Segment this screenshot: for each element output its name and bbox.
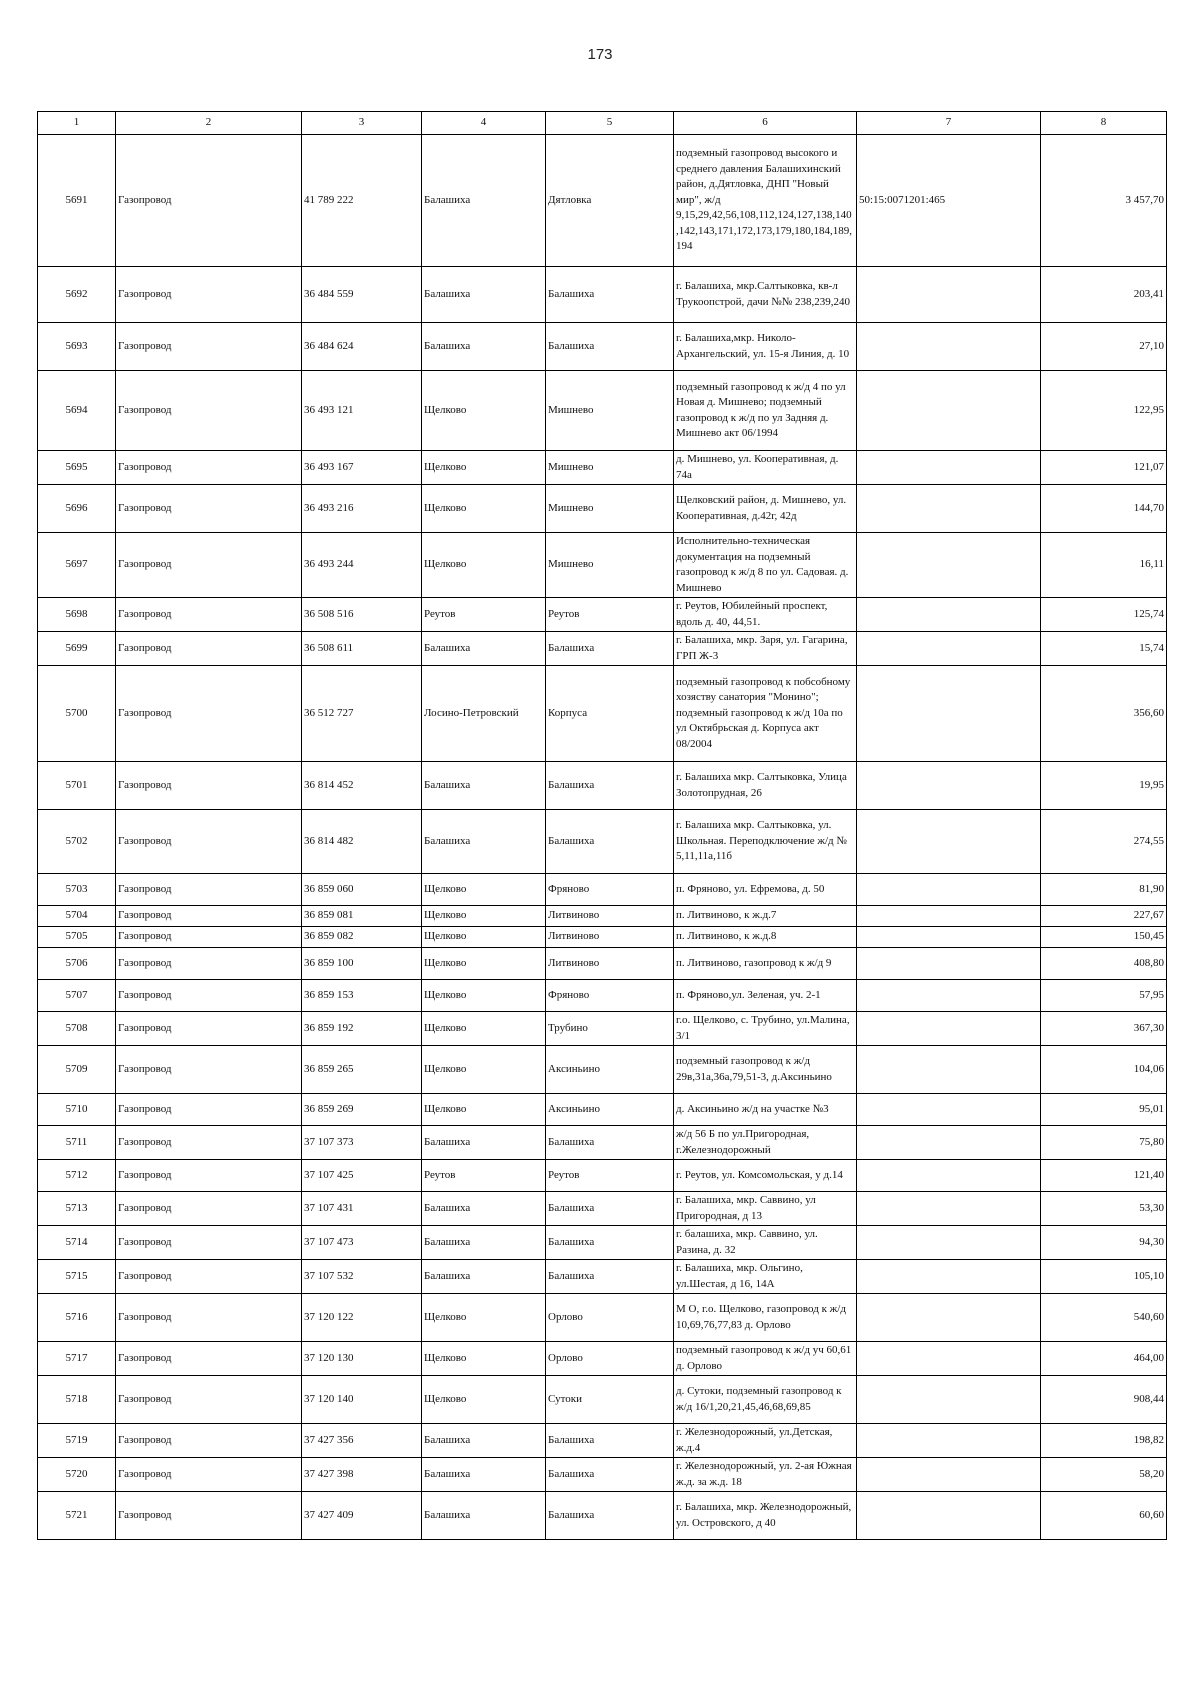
district: Щелково: [422, 927, 546, 948]
inventory-number: 36 512 727: [302, 666, 422, 762]
locality: Мишнево: [546, 485, 674, 533]
row-number: 5701: [38, 762, 116, 810]
address: подземный газопровод высокого и среднего давления Балашихинский район, д.Дятловка, ДНП "Новый мир", ж/д 9,15,29,42,56,108,112,124,127,138,140,142,143,171,172,173,179,180,184,189,194: [674, 135, 857, 267]
locality: Литвиново: [546, 927, 674, 948]
row-number: 5711: [38, 1126, 116, 1160]
address: п. Литвиново, к ж.д.7: [674, 906, 857, 927]
table-row: [38, 948, 1167, 980]
address: г. Реутов, Юбилейный проспект, вдоль д. 40, 44,51.: [674, 598, 857, 632]
column-header: 1: [38, 112, 116, 135]
locality: Мишнево: [546, 371, 674, 451]
address: п. Литвиново, к ж.д.8: [674, 927, 857, 948]
address: г. Балашиха мкр. Салтыковка, Улица Золотопрудная, 26: [674, 762, 857, 810]
inventory-number: 37 107 425: [302, 1160, 422, 1192]
length-value: 81,90: [1041, 874, 1167, 906]
object-name: Газопровод: [116, 1160, 302, 1192]
column-header: 3: [302, 112, 422, 135]
row-number: 5694: [38, 371, 116, 451]
cadastral-number: [857, 323, 1041, 371]
table-row: [38, 1094, 1167, 1126]
locality: Реутов: [546, 1160, 674, 1192]
cadastral-number: [857, 1294, 1041, 1342]
cadastral-number: [857, 451, 1041, 485]
row-number: 5714: [38, 1226, 116, 1260]
table-row: [38, 323, 1167, 371]
length-value: 125,74: [1041, 598, 1167, 632]
cadastral-number: [857, 980, 1041, 1012]
row-number: 5709: [38, 1046, 116, 1094]
row-number: 5699: [38, 632, 116, 666]
table-row: [38, 1226, 1167, 1260]
cadastral-number: [857, 1342, 1041, 1376]
row-number: 5695: [38, 451, 116, 485]
address: п. Фряново,ул. Зеленая, уч. 2-1: [674, 980, 857, 1012]
object-name: Газопровод: [116, 906, 302, 927]
row-number: 5700: [38, 666, 116, 762]
table-row: [38, 810, 1167, 874]
inventory-number: 36 484 624: [302, 323, 422, 371]
length-value: 408,80: [1041, 948, 1167, 980]
inventory-number: 36 859 100: [302, 948, 422, 980]
inventory-number: 37 120 140: [302, 1376, 422, 1424]
object-name: Газопровод: [116, 485, 302, 533]
inventory-number: 37 107 532: [302, 1260, 422, 1294]
address: ж/д 56 Б по ул.Пригородная, г.Железнодорожный: [674, 1126, 857, 1160]
address: п. Литвиново, газопровод к ж/д 9: [674, 948, 857, 980]
district: Щелково: [422, 451, 546, 485]
cadastral-number: [857, 632, 1041, 666]
object-name: Газопровод: [116, 666, 302, 762]
cadastral-number: [857, 762, 1041, 810]
object-name: Газопровод: [116, 1342, 302, 1376]
column-header: 8: [1041, 112, 1167, 135]
locality: Балашиха: [546, 1192, 674, 1226]
object-name: Газопровод: [116, 632, 302, 666]
length-value: 57,95: [1041, 980, 1167, 1012]
address: г. Балашиха, мкр. Ольгино, ул.Шестая, д 16, 14А: [674, 1260, 857, 1294]
length-value: 367,30: [1041, 1012, 1167, 1046]
inventory-number: 36 814 482: [302, 810, 422, 874]
address: г. Реутов, ул. Комсомольская, у д.14: [674, 1160, 857, 1192]
inventory-number: 36 859 153: [302, 980, 422, 1012]
row-number: 5698: [38, 598, 116, 632]
table-row: [38, 1342, 1167, 1376]
district: Щелково: [422, 874, 546, 906]
cadastral-number: [857, 1226, 1041, 1260]
district: Реутов: [422, 1160, 546, 1192]
row-number: 5691: [38, 135, 116, 267]
table-row: [38, 1160, 1167, 1192]
locality: Аксиньино: [546, 1046, 674, 1094]
address: г. Железнодорожный, ул.Детская, ж.д.4: [674, 1424, 857, 1458]
locality: Мишнево: [546, 533, 674, 598]
inventory-number: 36 859 269: [302, 1094, 422, 1126]
district: Щелково: [422, 371, 546, 451]
locality: Балашиха: [546, 1458, 674, 1492]
length-value: 203,41: [1041, 267, 1167, 323]
table-row: [38, 632, 1167, 666]
length-value: 58,20: [1041, 1458, 1167, 1492]
row-number: 5713: [38, 1192, 116, 1226]
address: Исполнительно-техническая документация на подземный газопровод к ж/д 8 по ул. Садовая. д. Мишнево: [674, 533, 857, 598]
table-row: [38, 906, 1167, 927]
length-value: 75,80: [1041, 1126, 1167, 1160]
locality: Балашиха: [546, 632, 674, 666]
table-row: [38, 927, 1167, 948]
inventory-number: 37 107 373: [302, 1126, 422, 1160]
length-value: 104,06: [1041, 1046, 1167, 1094]
object-name: Газопровод: [116, 1012, 302, 1046]
locality: Реутов: [546, 598, 674, 632]
table-row: [38, 1012, 1167, 1046]
table-row: [38, 371, 1167, 451]
district: Балашиха: [422, 267, 546, 323]
district: Щелково: [422, 1046, 546, 1094]
cadastral-number: [857, 874, 1041, 906]
column-header: 5: [546, 112, 674, 135]
district: Щелково: [422, 533, 546, 598]
row-number: 5692: [38, 267, 116, 323]
district: Щелково: [422, 1012, 546, 1046]
locality: Балашиха: [546, 762, 674, 810]
object-name: Газопровод: [116, 980, 302, 1012]
district: Балашиха: [422, 1424, 546, 1458]
row-number: 5703: [38, 874, 116, 906]
address: подземный газопровод к ж/д уч 60,61 д. Орлово: [674, 1342, 857, 1376]
locality: Сутоки: [546, 1376, 674, 1424]
table-row: [38, 762, 1167, 810]
column-header: 7: [857, 112, 1041, 135]
inventory-number: 37 107 473: [302, 1226, 422, 1260]
inventory-number: 36 859 060: [302, 874, 422, 906]
object-name: Газопровод: [116, 1458, 302, 1492]
object-name: Газопровод: [116, 1192, 302, 1226]
locality: Дятловка: [546, 135, 674, 267]
length-value: 356,60: [1041, 666, 1167, 762]
row-number: 5717: [38, 1342, 116, 1376]
inventory-number: 37 120 122: [302, 1294, 422, 1342]
table-row: [38, 1126, 1167, 1160]
table-row: [38, 1294, 1167, 1342]
row-number: 5715: [38, 1260, 116, 1294]
address: подземный газопровод к побсобному хозяству санатория "Монино"; подземный газопровод к ж/д 10а по ул Октябрьская д. Корпуса акт 08/2004: [674, 666, 857, 762]
object-name: Газопровод: [116, 948, 302, 980]
cadastral-number: [857, 927, 1041, 948]
table-row: [38, 1260, 1167, 1294]
row-number: 5697: [38, 533, 116, 598]
district: Балашиха: [422, 135, 546, 267]
district: Балашиха: [422, 632, 546, 666]
address: Щелковский район, д. Мишнево, ул. Кооперативная, д.42г, 42д: [674, 485, 857, 533]
length-value: 150,45: [1041, 927, 1167, 948]
object-name: Газопровод: [116, 874, 302, 906]
cadastral-number: [857, 598, 1041, 632]
length-value: 16,11: [1041, 533, 1167, 598]
length-value: 105,10: [1041, 1260, 1167, 1294]
column-header: 2: [116, 112, 302, 135]
table-row: [38, 533, 1167, 598]
locality: Аксиньино: [546, 1094, 674, 1126]
inventory-number: 36 814 452: [302, 762, 422, 810]
locality: Фряново: [546, 980, 674, 1012]
row-number: 5696: [38, 485, 116, 533]
object-name: Газопровод: [116, 1046, 302, 1094]
cadastral-number: [857, 1012, 1041, 1046]
cadastral-number: [857, 485, 1041, 533]
district: Щелково: [422, 1294, 546, 1342]
row-number: 5704: [38, 906, 116, 927]
row-number: 5721: [38, 1492, 116, 1540]
district: Щелково: [422, 948, 546, 980]
table-row: [38, 135, 1167, 267]
district: Балашиха: [422, 1492, 546, 1540]
cadastral-number: [857, 1126, 1041, 1160]
address: д. Аксиньино ж/д на участке №3: [674, 1094, 857, 1126]
inventory-number: 36 493 216: [302, 485, 422, 533]
address: г. Балашиха, мкр.Салтыковка, кв-л Трукоопстрой, дачи №№ 238,239,240: [674, 267, 857, 323]
locality: Мишнево: [546, 451, 674, 485]
address: г. Железнодорожный, ул. 2-ая Южная ж.д. за ж.д. 18: [674, 1458, 857, 1492]
inventory-number: 36 859 192: [302, 1012, 422, 1046]
locality: Балашиха: [546, 1126, 674, 1160]
address: д. Мишнево, ул. Кооперативная, д. 74а: [674, 451, 857, 485]
cadastral-number: [857, 371, 1041, 451]
object-name: Газопровод: [116, 598, 302, 632]
district: Балашиха: [422, 1458, 546, 1492]
locality: Балашиха: [546, 1492, 674, 1540]
inventory-number: 37 120 130: [302, 1342, 422, 1376]
length-value: 95,01: [1041, 1094, 1167, 1126]
inventory-number: 36 484 559: [302, 267, 422, 323]
object-name: Газопровод: [116, 267, 302, 323]
row-number: 5720: [38, 1458, 116, 1492]
address: г. Балашиха, мкр. Саввино, ул Пригородная, д 13: [674, 1192, 857, 1226]
district: Щелково: [422, 1376, 546, 1424]
district: Реутов: [422, 598, 546, 632]
length-value: 144,70: [1041, 485, 1167, 533]
row-number: 5708: [38, 1012, 116, 1046]
object-name: Газопровод: [116, 1294, 302, 1342]
length-value: 94,30: [1041, 1226, 1167, 1260]
length-value: 464,00: [1041, 1342, 1167, 1376]
district: Балашиха: [422, 1126, 546, 1160]
district: Балашиха: [422, 1226, 546, 1260]
object-name: Газопровод: [116, 927, 302, 948]
locality: Фряново: [546, 874, 674, 906]
row-number: 5718: [38, 1376, 116, 1424]
object-name: Газопровод: [116, 1424, 302, 1458]
district: Балашиха: [422, 1260, 546, 1294]
table-row: [38, 451, 1167, 485]
table-row: [38, 485, 1167, 533]
length-value: 274,55: [1041, 810, 1167, 874]
inventory-number: 36 859 265: [302, 1046, 422, 1094]
inventory-number: 36 493 167: [302, 451, 422, 485]
district: Балашиха: [422, 762, 546, 810]
object-name: Газопровод: [116, 1126, 302, 1160]
cadastral-number: [857, 810, 1041, 874]
row-number: 5706: [38, 948, 116, 980]
inventory-number: 36 508 516: [302, 598, 422, 632]
object-name: Газопровод: [116, 1260, 302, 1294]
table-row: [38, 1492, 1167, 1540]
locality: Литвиново: [546, 948, 674, 980]
cadastral-number: [857, 1458, 1041, 1492]
length-value: 27,10: [1041, 323, 1167, 371]
table-row: [38, 267, 1167, 323]
cadastral-number: [857, 1260, 1041, 1294]
district: Щелково: [422, 1094, 546, 1126]
cadastral-number: [857, 1192, 1041, 1226]
length-value: 15,74: [1041, 632, 1167, 666]
inventory-number: 36 508 611: [302, 632, 422, 666]
address: п. Фряново, ул. Ефремова, д. 50: [674, 874, 857, 906]
locality: Балашиха: [546, 810, 674, 874]
district: Лосино-Петровский: [422, 666, 546, 762]
row-number: 5693: [38, 323, 116, 371]
cadastral-number: [857, 533, 1041, 598]
locality: Балашиха: [546, 1424, 674, 1458]
object-name: Газопровод: [116, 1492, 302, 1540]
table-row: [38, 980, 1167, 1012]
district: Щелково: [422, 906, 546, 927]
row-number: 5712: [38, 1160, 116, 1192]
length-value: 60,60: [1041, 1492, 1167, 1540]
district: Балашиха: [422, 323, 546, 371]
address: г. Балашиха, мкр. Заря, ул. Гагарина, ГРП Ж-3: [674, 632, 857, 666]
row-number: 5716: [38, 1294, 116, 1342]
table-row: [38, 666, 1167, 762]
cadastral-number: 50:15:0071201:465: [857, 135, 1041, 267]
length-value: 19,95: [1041, 762, 1167, 810]
address: М О, г.о. Щелково, газопровод к ж/д 10,69,76,77,83 д. Орлово: [674, 1294, 857, 1342]
address: д. Сутоки, подземный газопровод к ж/д 16/1,20,21,45,46,68,69,85: [674, 1376, 857, 1424]
locality: Орлово: [546, 1342, 674, 1376]
locality: Балашиха: [546, 1260, 674, 1294]
inventory-number: 37 427 398: [302, 1458, 422, 1492]
cadastral-number: [857, 906, 1041, 927]
inventory-number: 37 107 431: [302, 1192, 422, 1226]
length-value: 198,82: [1041, 1424, 1167, 1458]
table-row: [38, 1192, 1167, 1226]
address: г. Балашиха, мкр. Железнодорожный, ул. Островского, д 40: [674, 1492, 857, 1540]
object-name: Газопровод: [116, 135, 302, 267]
page-number: 173: [587, 46, 613, 63]
table-row: [38, 874, 1167, 906]
address: г.о. Щелково, с. Трубино, ул.Малина, 3/1: [674, 1012, 857, 1046]
object-name: Газопровод: [116, 1094, 302, 1126]
inventory-number: 36 859 081: [302, 906, 422, 927]
object-name: Газопровод: [116, 1376, 302, 1424]
cadastral-number: [857, 948, 1041, 980]
table-row: [38, 1424, 1167, 1458]
length-value: 122,95: [1041, 371, 1167, 451]
cadastral-number: [857, 1046, 1041, 1094]
row-number: 5702: [38, 810, 116, 874]
length-value: 53,30: [1041, 1192, 1167, 1226]
table-row: [38, 1046, 1167, 1094]
district: Балашиха: [422, 810, 546, 874]
locality: Балашиха: [546, 323, 674, 371]
address: г. балашиха, мкр. Саввино, ул. Разина, д. 32: [674, 1226, 857, 1260]
length-value: 908,44: [1041, 1376, 1167, 1424]
table-header-row: [38, 112, 1167, 135]
row-number: 5705: [38, 927, 116, 948]
locality: Балашиха: [546, 1226, 674, 1260]
locality: Литвиново: [546, 906, 674, 927]
object-name: Газопровод: [116, 762, 302, 810]
cadastral-number: [857, 1094, 1041, 1126]
row-number: 5710: [38, 1094, 116, 1126]
table-row: [38, 1376, 1167, 1424]
cadastral-number: [857, 1424, 1041, 1458]
district: Щелково: [422, 485, 546, 533]
length-value: 121,07: [1041, 451, 1167, 485]
inventory-number: 36 493 121: [302, 371, 422, 451]
table-row: [38, 598, 1167, 632]
object-name: Газопровод: [116, 810, 302, 874]
cadastral-number: [857, 1160, 1041, 1192]
length-value: 227,67: [1041, 906, 1167, 927]
row-number: 5707: [38, 980, 116, 1012]
object-name: Газопровод: [116, 371, 302, 451]
district: Щелково: [422, 1342, 546, 1376]
inventory-number: 37 427 356: [302, 1424, 422, 1458]
locality: Орлово: [546, 1294, 674, 1342]
object-name: Газопровод: [116, 533, 302, 598]
cadastral-number: [857, 666, 1041, 762]
district: Щелково: [422, 980, 546, 1012]
address: подземный газопровод к ж/д 4 по ул Новая д. Мишнево; подземный газопровод к ж/д по ул Задняя д. Мишнево акт 06/1994: [674, 371, 857, 451]
cadastral-number: [857, 1376, 1041, 1424]
address: г. Балашиха,мкр. Николо-Архангельский, ул. 15-я Линия, д. 10: [674, 323, 857, 371]
cadastral-number: [857, 267, 1041, 323]
table-row: [38, 1458, 1167, 1492]
object-name: Газопровод: [116, 323, 302, 371]
inventory-number: 36 859 082: [302, 927, 422, 948]
row-number: 5719: [38, 1424, 116, 1458]
locality: Корпуса: [546, 666, 674, 762]
length-value: 121,40: [1041, 1160, 1167, 1192]
registry-table: [37, 111, 1167, 1540]
object-name: Газопровод: [116, 1226, 302, 1260]
district: Балашиха: [422, 1192, 546, 1226]
address: г. Балашиха мкр. Салтыковка, ул. Школьная. Переподключение ж/д № 5,11,11а,11б: [674, 810, 857, 874]
cadastral-number: [857, 1492, 1041, 1540]
address: подземный газопровод к ж/д 29в,31а,36а,79,51-3, д.Аксиньино: [674, 1046, 857, 1094]
length-value: 540,60: [1041, 1294, 1167, 1342]
column-header: 6: [674, 112, 857, 135]
locality: Балашиха: [546, 267, 674, 323]
inventory-number: 41 789 222: [302, 135, 422, 267]
inventory-number: 37 427 409: [302, 1492, 422, 1540]
column-header: 4: [422, 112, 546, 135]
length-value: 3 457,70: [1041, 135, 1167, 267]
locality: Трубино: [546, 1012, 674, 1046]
inventory-number: 36 493 244: [302, 533, 422, 598]
object-name: Газопровод: [116, 451, 302, 485]
